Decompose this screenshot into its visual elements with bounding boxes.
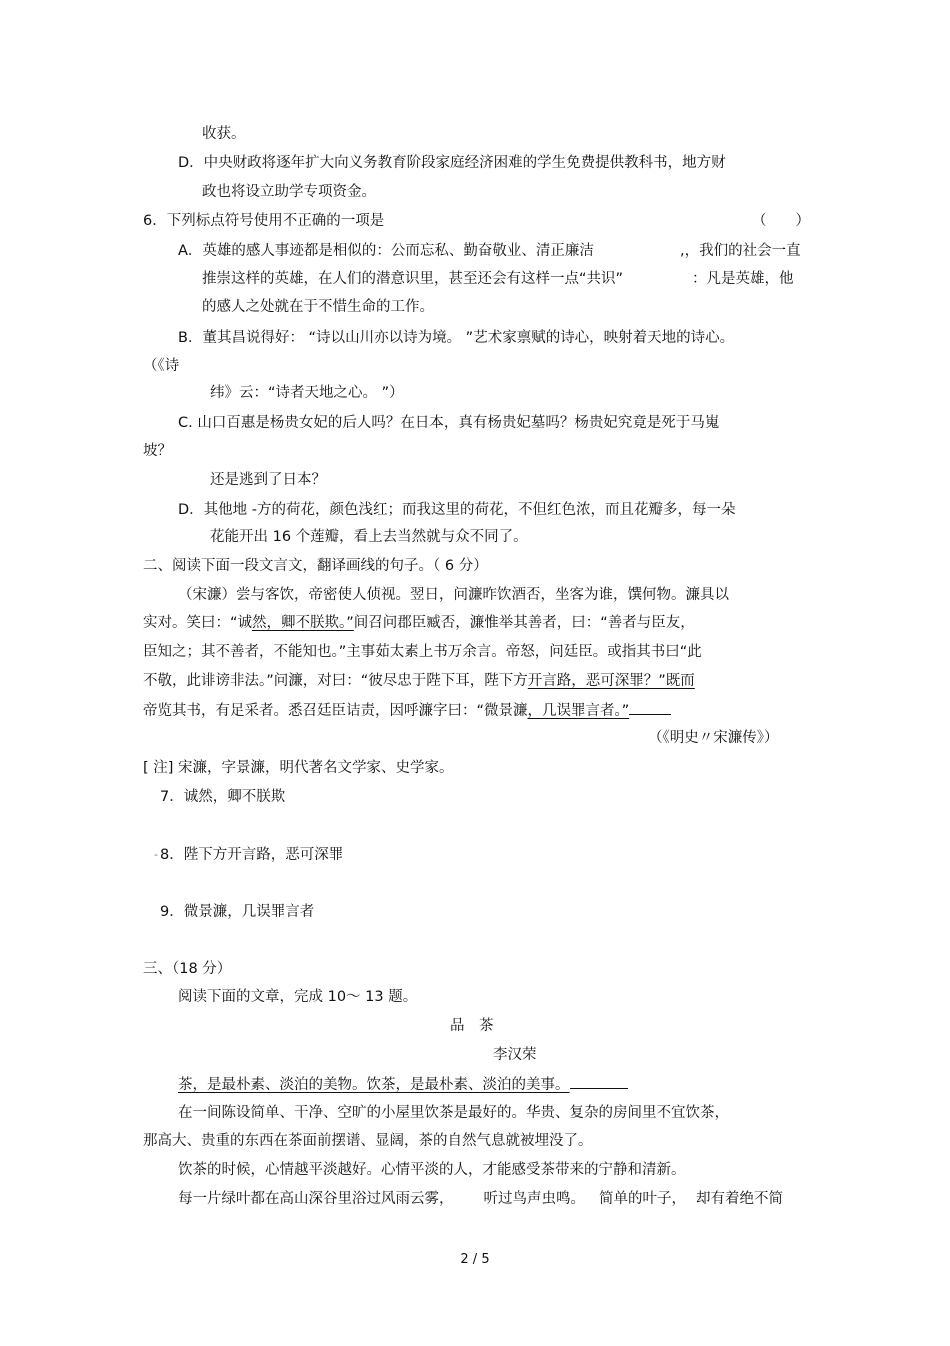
option-d-line1: D．中央财政将逐年扩大向义务教育阶段家庭经济困难的学生免费提供教科书，地方财 xyxy=(178,155,726,171)
q6-option-a-line3: 的感人之处就在于不惜生命的工作。 xyxy=(202,299,434,315)
question-9: 9．微景濂，几误罪言者 xyxy=(160,904,315,920)
classical-text-line4 xyxy=(143,671,695,691)
text-segment: 帝览其书，有足采者。悉召廷臣诘责，因呼濂字曰：“微景濂 xyxy=(143,703,528,719)
q6-option-c-line3: 还是逃到了日本？ xyxy=(210,472,326,488)
classical-text-line2 xyxy=(143,613,695,633)
underlined-sentence: 茶，是最朴素、淡泊的美物。饮茶，是最朴素、淡泊的美事。 xyxy=(178,1077,570,1093)
option-d-line2: 政也将设立助学专项资金。 xyxy=(202,184,376,200)
essay-author: 李汉荣 xyxy=(493,1047,537,1063)
text-line: 收获。 xyxy=(202,126,246,142)
stray-mark: - xyxy=(154,848,158,861)
section-3-intro: 阅读下面的文章，完成 10～ 13 题。 xyxy=(178,989,418,1005)
source-citation: （《明史〃宋濂传》） xyxy=(648,730,779,746)
essay-para4 xyxy=(178,1189,783,1209)
q6-option-a-line1a: A．英雄的感人事迹都是相似的：公而忘私、勤奋敬业、清正廉洁 xyxy=(178,243,594,259)
text-segment: 间召问郡臣臧否，濂惟举其善者，曰：“善者与臣友， xyxy=(353,615,695,631)
essay-para2-line1: 在一间陈设简单、干净、空旷的小屋里饮茶是最好的。华贵、复杂的房间里不宜饮茶， xyxy=(178,1105,729,1121)
text-segment: 却有着绝不简 xyxy=(696,1191,783,1207)
text-segment: 实对。笑曰：“诚 xyxy=(143,615,253,631)
q6-option-a-line1b: ,，我们的社会一直 xyxy=(680,243,801,259)
essay-para1 xyxy=(178,1074,628,1095)
question-6-stem: 6．下列标点符号使用不正确的一项是 xyxy=(143,213,385,229)
text-segment: 每一片绿叶都在高山深谷里浴过风雨云雾， xyxy=(178,1191,454,1207)
text-segment: 听过鸟声虫鸣。 xyxy=(483,1191,585,1207)
classical-text-line1: （宋濂）尝与客饮，帝密使人侦视。翌日，问濂昨饮酒否，坐客为谁，馔何物。濂具以 xyxy=(178,587,729,603)
annotation-note: [ 注] 宋濂，字景濂，明代著名文学家、史学家。 xyxy=(143,760,454,776)
q6-option-a-line2b: ：凡是英雄，他 xyxy=(692,271,794,287)
section-3-heading: 三、（18 分） xyxy=(143,961,232,977)
page-number: 2 / 5 xyxy=(460,1252,490,1267)
underlined-sentence: 然，卿不朕欺。” xyxy=(252,615,354,631)
q6-option-b-line3: 纬》云：“诗者天地之心。 ”） xyxy=(210,385,404,401)
text-segment: 不敬，此诽谤非法。”问濂，对曰：“彼尽忠于陛下耳，陛下方 xyxy=(143,673,528,689)
q6-option-a-line2a: 推崇这样的英雄，在人们的潜意识里，甚至还会有这样一点“共识” xyxy=(202,271,624,287)
answer-bracket: （ ） xyxy=(752,213,810,229)
q6-option-d-line2: 花能开出 16 个莲瓣，看上去当然就与众不同了。 xyxy=(210,529,528,545)
q6-option-b-line1: B．董其昌说得好： “诗以山川亦以诗为境。 ”艺术家禀赋的诗心，映射着天地的诗心。 xyxy=(178,330,735,346)
q6-option-b-line2: （《诗 xyxy=(143,358,180,374)
text-segment: 简单的叶子， xyxy=(599,1191,686,1207)
section-2-heading: 二、阅读下面一段文言文，翻译画线的句子。（ 6 分） xyxy=(143,558,488,574)
underlined-sentence: ，几误罪言者。” xyxy=(527,703,630,719)
q6-option-c-line1: C. 山口百惠是杨贵女妃的后人吗？在日本，真有杨贵妃墓吗？杨贵妃究竟是死于马嵬 xyxy=(178,415,720,431)
classical-text-line5 xyxy=(143,700,671,721)
question-8: 8．陛下方开言路，恶可深罪 xyxy=(160,847,344,863)
q6-option-d-line1: D．其他地 -方的荷花，颜色浅红；而我这里的荷花，不但红色浓，而且花瓣多，每一朵 xyxy=(178,502,736,518)
question-7: 7．诚然，卿不朕欺 xyxy=(160,789,286,805)
essay-para2-line2: 那高大、贵重的东西在茶面前摆谱、显阔，茶的自然气息就被埋没了。 xyxy=(143,1133,593,1149)
classical-text-line3: 臣知之；其不善者，不能知也。”主事茹太素上书万余言。帝怒，问廷臣。或指其书曰“此 xyxy=(143,644,702,660)
underline-extension xyxy=(629,700,671,715)
essay-para3: 饮茶的时候，心情越平淡越好。心情平淡的人，才能感受茶带来的宁静和清新。 xyxy=(178,1162,686,1178)
underline-extension xyxy=(570,1074,628,1089)
essay-title: 品 茶 xyxy=(450,1018,494,1034)
q6-option-c-line2: 坡？ xyxy=(143,443,172,459)
underlined-sentence: 开言路，恶可深罪？”既而 xyxy=(527,673,695,689)
